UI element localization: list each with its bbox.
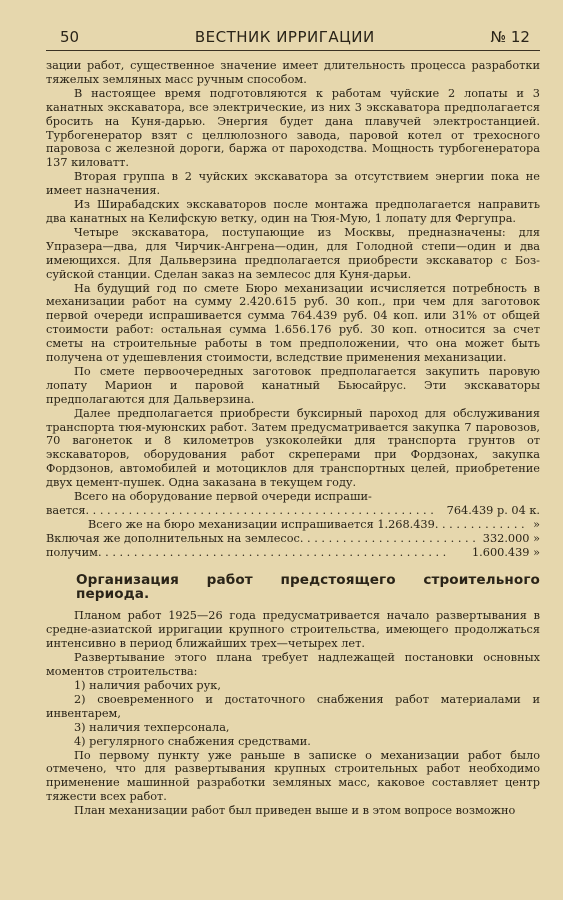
section-title: Организация работ предстоящего строительного периода. <box>76 571 540 602</box>
paragraph: План механизации работ был приведен выше и в этом вопросе возможно <box>74 804 516 818</box>
paragraph: Развертывание этого плана требует надлежащей постановки основных моментов строительства: <box>46 651 540 679</box>
totals-row <box>46 518 540 532</box>
paragraphs-after <box>46 609 540 679</box>
paragraph: Вторая группа в 2 чуйских экскаватора за отсутствием энергии пока не имеет назначения. <box>46 170 540 198</box>
dot-leader <box>98 546 468 560</box>
paragraphs-before <box>46 59 540 504</box>
totals-amount: » <box>533 517 540 531</box>
body-text <box>46 59 540 818</box>
paragraph: Четыре экскаватора, поступающие из Москвы, предназначены: для Упразера—два, для Чирчик-Ангрена—один, для Голодной степи—один и два имеющихся. Для Дальверзина предполагается приобрести экскаватор с Боз-суйской станции. Сделан заказ на землесос для Куня-дарьи. <box>46 225 540 281</box>
requirements-list <box>46 679 540 749</box>
list-item: 1) наличия рабочих рук, <box>74 678 221 692</box>
paragraph: Планом работ 1925—26 года предусматривается начало развертывания в средне-азиатской ирригации крупного строительства, имеющего продолжаться интенсивно в период ближайших трех—четырех лет. <box>46 609 540 651</box>
cost-totals <box>46 504 540 560</box>
dot-leader <box>435 518 529 532</box>
totals-label: получим <box>46 545 98 559</box>
totals-row <box>46 546 540 560</box>
paragraph: зации работ, существенное значение имеет длительность процесса разработки тяжелых земляных масс ручным способом. <box>46 59 540 86</box>
page <box>46 28 540 818</box>
paragraph: По первому пункту уже раньше в записке о механизации работ было отмечено, что для развертывания крупных строительных работ необходимо применение машинной разработки земляных масс, каковое составляет центр тяжести всех работ. <box>46 748 540 804</box>
paragraph: В настоящее время подготовляются к работам чуйские 2 лопаты и 3 канатных экскаватора, все электрические, из них 3 экскаватора предполагается бросить на Куня-дарью. Энергия будет дана плавучей электростанцией. Турбогенератор взят с целлюлозного завода, паровой котел от трехосного паровоза с железной дороги, баржа от пароходства. Мощность турбогенератора 137 киловатт. <box>46 86 540 170</box>
page-number: 50 <box>60 28 80 46</box>
totals-label: Всего же на бюро механизации испрашивается 1.268.439 <box>88 517 435 531</box>
totals-amount: 764.439 р. 04 к. <box>446 504 540 517</box>
issue-number: № 12 <box>490 28 530 46</box>
paragraph: Из Ширабадских экскаваторов после монтажа предполагается направить два канатных на Келифскую ветку, один на Тюя-Мую, 1 лопату для Фергупра. <box>46 198 540 225</box>
running-header <box>46 28 540 51</box>
list-item: 2) своевременного и достаточного снабжения работ материалами и инвентарем, <box>46 692 540 720</box>
list-item: 3) наличия техперсонала, <box>74 720 230 734</box>
totals-label: Включая же дополнительных на землесос <box>46 531 300 545</box>
totals-row <box>46 504 540 518</box>
totals-amount: 1.600.439 » <box>472 545 540 559</box>
paragraph: Всего на оборудование первой очереди испраши- <box>74 490 372 504</box>
paragraph: На будущий год по смете Бюро механизации исчисляется потребность в механизации работ на сумму 2.420.615 руб. 30 коп., при чем для заготовок первой очереди испрашивается сумма 764.439 руб. 04 коп. или 31% от общей стоимости работ: остальная сумма 1.656.176 руб. 30 коп. относится за счет сметы на строительные работы в том предположении, что она может быть получена от удешевления стоимости, вследствие применения механизации. <box>46 281 540 365</box>
paragraphs-end <box>46 749 540 819</box>
dot-leader <box>85 504 442 518</box>
dot-leader <box>300 532 479 546</box>
paragraph: Далее предполагается приобрести буксирный пароход для обслуживания транспорта тюя-муюнских работ. Затем предусматривается закупка 7 паровозов, 70 вагонеток и 8 километров узкоколейки для транспорта грунтов от экскаваторов, оборудования работ скреперами при Фордзонах, закупка Фордзонов, автомобилей и мотоциклов для транспортных целей, приобретение двух цемент-пушек. Одна заказана в текущем году. <box>46 406 540 490</box>
totals-row <box>46 532 540 546</box>
journal-title: ВЕСТНИК ИРРИГАЦИИ <box>194 28 375 46</box>
totals-label: вается <box>46 504 86 517</box>
totals-amount: 332.000 » <box>482 531 540 545</box>
paragraph: По смете первоочередных заготовок предполагается закупить паровую лопату Марион и паровой канатный Бьюсайрус. Эти экскаваторы предполагаются для Дальверзина. <box>46 364 540 406</box>
list-item: 4) регулярного снабжения средствами. <box>74 734 311 748</box>
